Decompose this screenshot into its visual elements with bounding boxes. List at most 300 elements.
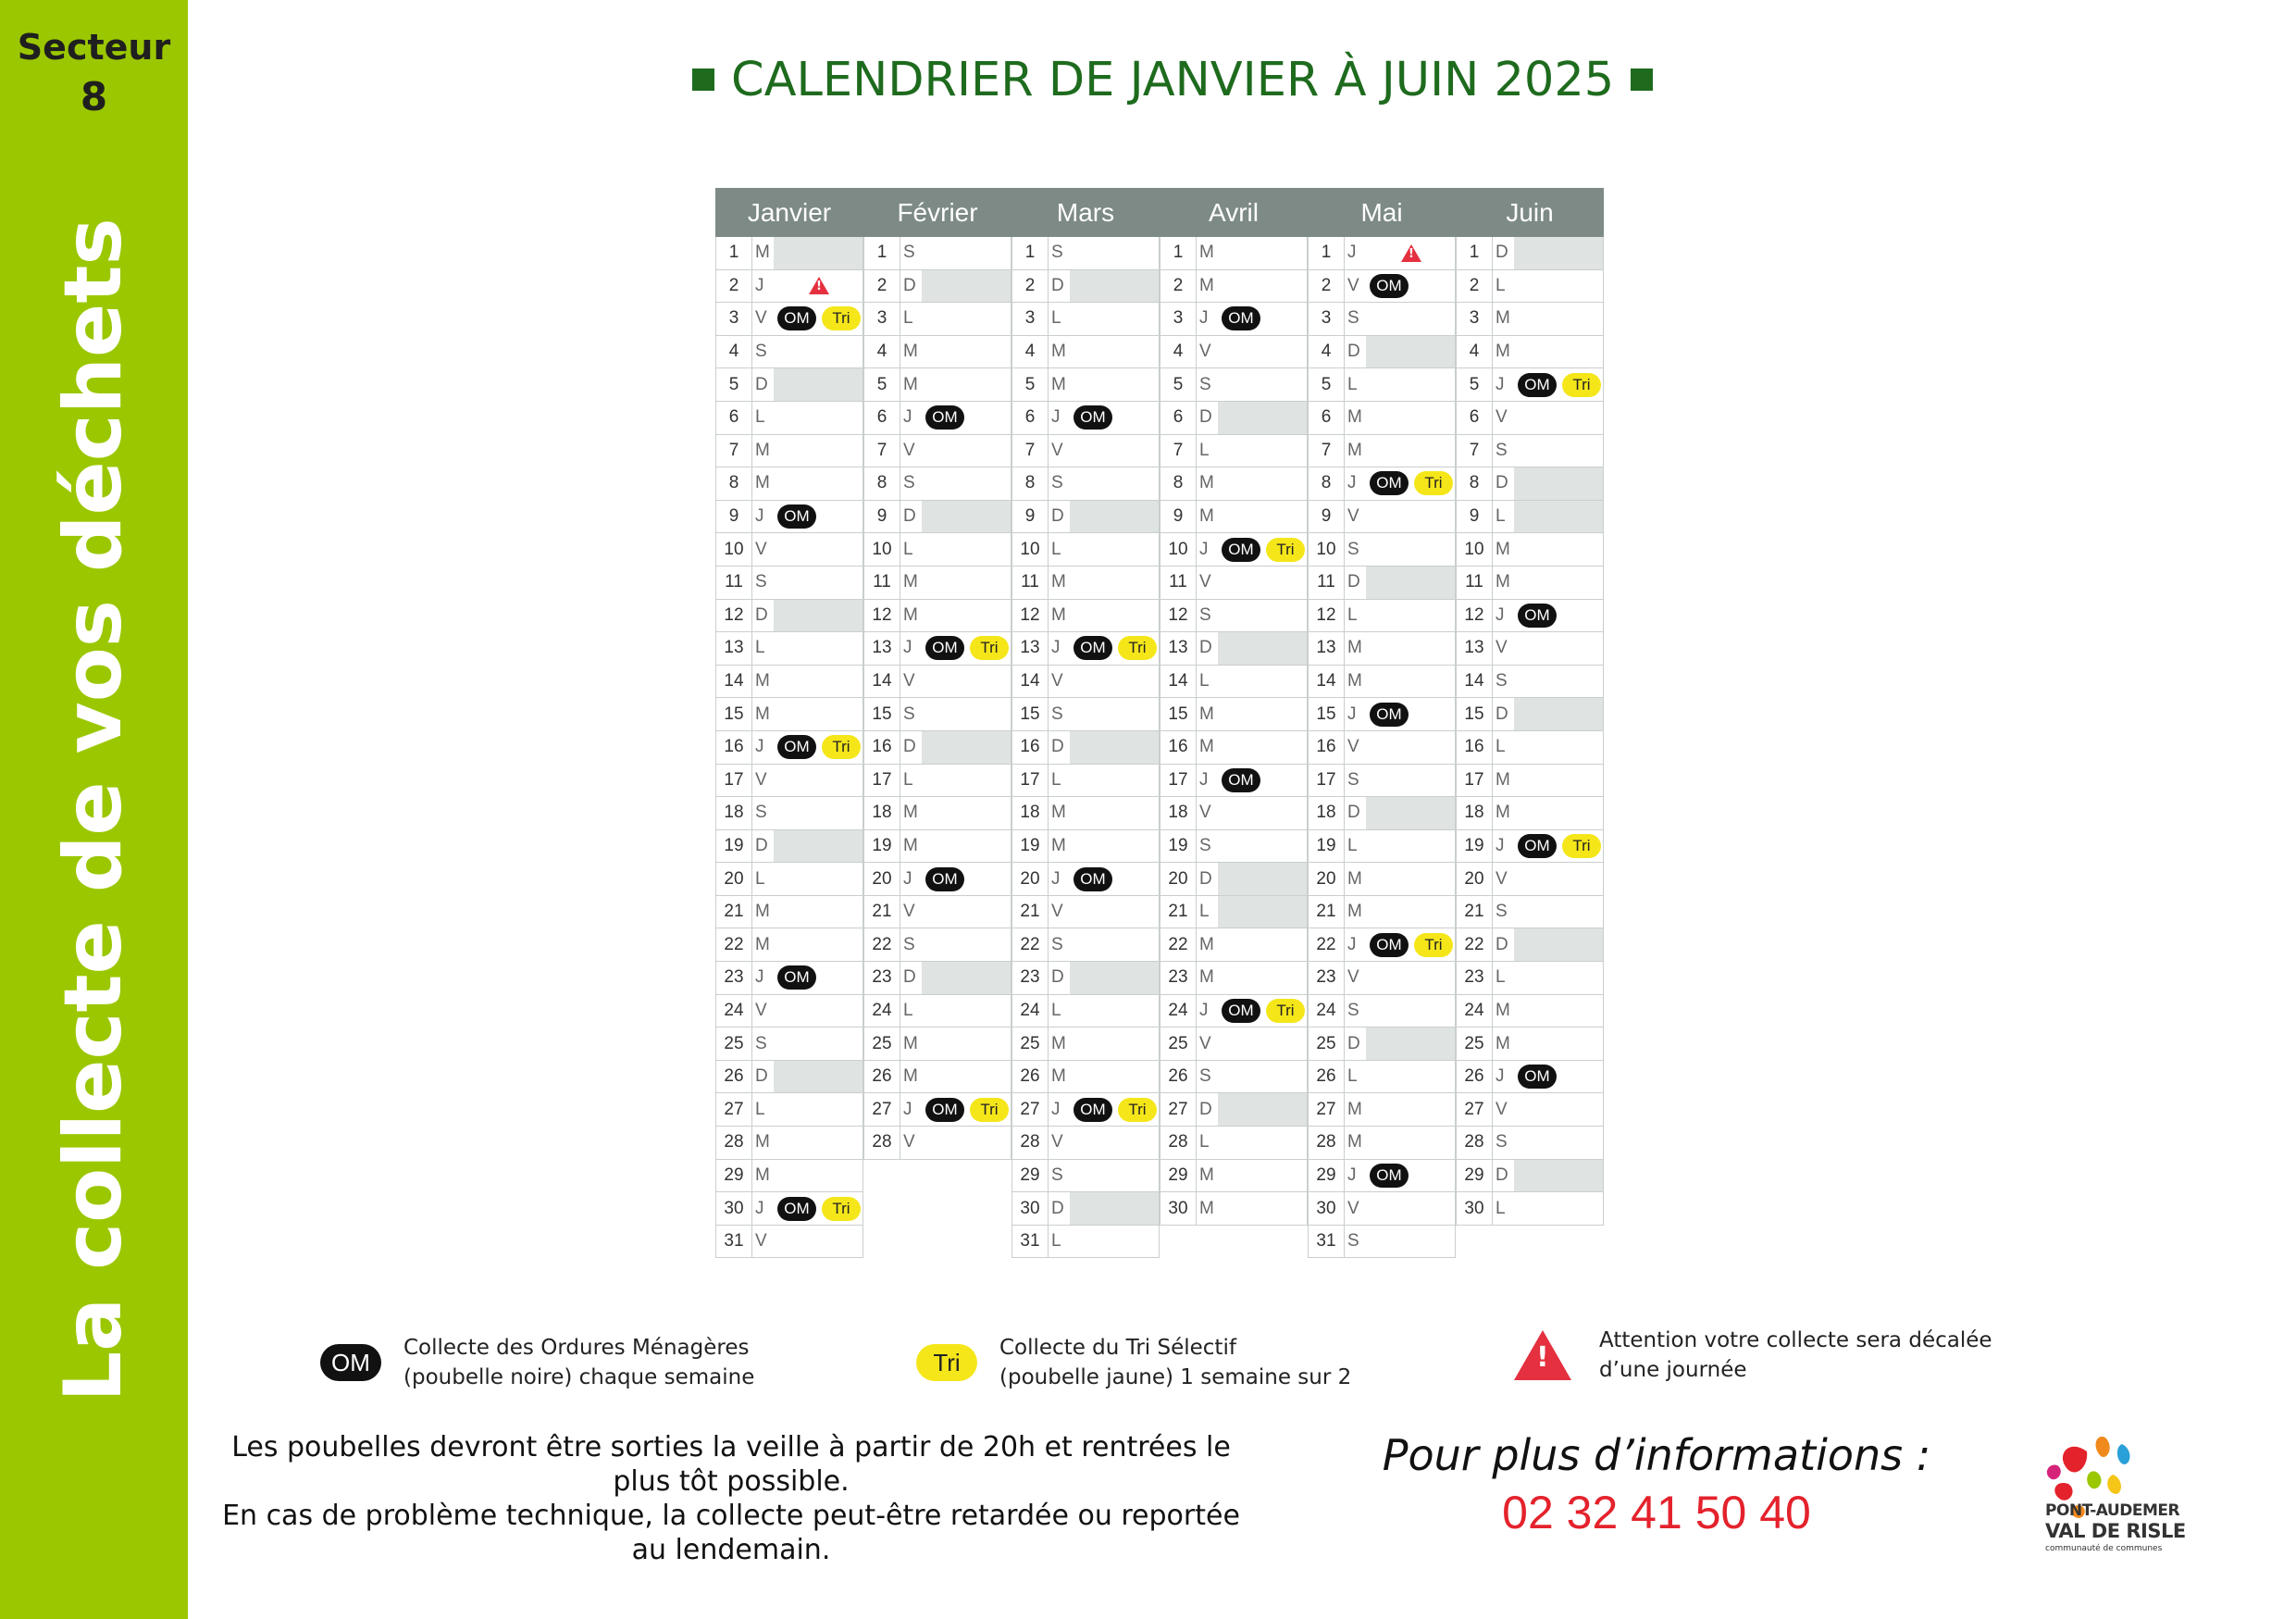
- day-letter: V: [1048, 1127, 1070, 1159]
- day-letter: S: [1492, 896, 1514, 928]
- day-number: 23: [872, 967, 892, 988]
- day-number: 9: [1024, 506, 1036, 527]
- calendar-columns: [715, 237, 1604, 1258]
- month-column: [1011, 237, 1160, 1258]
- day-cell: [774, 368, 863, 401]
- day-letter: L: [751, 863, 774, 895]
- day-letter: S: [1196, 1061, 1218, 1093]
- day-cell: [1218, 368, 1307, 401]
- day-cell: [1218, 402, 1307, 434]
- day-number: 30: [1168, 1198, 1188, 1218]
- day-cell: [1070, 1192, 1159, 1225]
- day-cell: [1218, 632, 1307, 665]
- day-cell: [1514, 1127, 1603, 1159]
- info-phone: 02 32 41 50 40: [1502, 1487, 1811, 1538]
- day-letter: M: [1492, 567, 1514, 599]
- day-cell: [1514, 797, 1603, 829]
- day-cell: [1514, 1160, 1603, 1192]
- day-cell: [1366, 467, 1455, 500]
- day-number: 9: [876, 506, 887, 527]
- day-letter: D: [1344, 797, 1366, 829]
- day-number: 10: [1464, 539, 1484, 559]
- day-number: 28: [1464, 1132, 1484, 1152]
- day-cell: [1366, 336, 1455, 368]
- day-cell: [1514, 1027, 1603, 1060]
- day-letter: J: [1048, 1093, 1070, 1126]
- day-number: 20: [1316, 868, 1336, 889]
- tri-badge: Tri: [1414, 471, 1453, 495]
- day-cell: [774, 962, 863, 994]
- tri-badge: Tri: [822, 1197, 861, 1221]
- day-cell: [1070, 962, 1159, 994]
- om-badge: OM: [1222, 306, 1260, 330]
- day-row: [1308, 698, 1456, 731]
- day-cell: [1514, 402, 1603, 434]
- day-cell: [922, 765, 1011, 797]
- day-row: [1456, 863, 1604, 896]
- day-cell: [922, 797, 1011, 829]
- day-cell: [1514, 896, 1603, 928]
- day-letter: J: [1196, 303, 1218, 335]
- day-cell: [1218, 830, 1307, 863]
- day-number: 25: [1020, 1033, 1040, 1053]
- day-letter: J: [900, 402, 922, 434]
- day-cell: [922, 698, 1011, 730]
- day-letter: D: [1196, 402, 1218, 434]
- day-cell: [774, 435, 863, 467]
- warning-triangle-icon: [1514, 1330, 1571, 1380]
- day-row: [1160, 1061, 1308, 1094]
- day-number: 14: [1464, 671, 1484, 691]
- day-letter: L: [1196, 666, 1218, 698]
- day-number: 27: [1020, 1099, 1040, 1119]
- day-number: 13: [1020, 638, 1040, 658]
- om-badge: OM: [777, 965, 816, 990]
- day-row: [715, 830, 863, 864]
- day-row: [1011, 402, 1160, 435]
- day-letter: J: [1492, 1061, 1514, 1093]
- day-row: [1308, 1027, 1456, 1061]
- day-cell: [774, 237, 863, 269]
- day-row: [715, 600, 863, 633]
- day-row: [1011, 435, 1160, 468]
- day-row: [1456, 368, 1604, 402]
- day-number: 1: [1469, 243, 1480, 263]
- tri-badge-icon: Tri: [916, 1344, 977, 1381]
- day-row: [1011, 1093, 1160, 1127]
- day-cell: [1514, 863, 1603, 895]
- day-letter: M: [1196, 270, 1218, 303]
- month-header: Juin: [1506, 198, 1554, 227]
- day-number: 20: [1020, 868, 1040, 889]
- day-letter: L: [1048, 1226, 1070, 1258]
- day-cell: [1070, 928, 1159, 961]
- day-number: 30: [724, 1198, 744, 1218]
- day-row: [715, 1192, 863, 1226]
- legend-om-line1: Collecte des Ordures Ménagères: [403, 1336, 750, 1360]
- day-cell: [1514, 962, 1603, 994]
- day-row: [1011, 632, 1160, 666]
- day-letter: M: [751, 698, 774, 730]
- day-letter: D: [1196, 1093, 1218, 1126]
- day-cell: [1218, 270, 1307, 303]
- day-row: [1456, 731, 1604, 765]
- day-cell: [922, 632, 1011, 665]
- day-row: [1308, 1226, 1456, 1259]
- day-number: 14: [724, 671, 744, 691]
- day-cell: [1514, 435, 1603, 467]
- day-number: 16: [1020, 737, 1040, 757]
- day-row: [1160, 600, 1308, 633]
- sector-text: Secteur: [17, 27, 171, 68]
- day-number: 5: [876, 374, 887, 394]
- day-row: [1308, 928, 1456, 962]
- day-row: [715, 632, 863, 666]
- day-cell: [774, 303, 863, 335]
- day-number: 19: [1020, 835, 1040, 855]
- day-letter: M: [900, 368, 922, 401]
- day-letter: S: [751, 797, 774, 829]
- day-number: 23: [1464, 967, 1484, 988]
- day-letter: D: [1048, 731, 1070, 764]
- day-number: 24: [872, 1000, 892, 1020]
- day-row: [863, 731, 1011, 765]
- day-number: 11: [1169, 572, 1187, 592]
- day-letter: V: [1492, 632, 1514, 665]
- day-number: 6: [728, 407, 739, 428]
- day-row: [863, 567, 1011, 600]
- day-number: 1: [728, 243, 739, 263]
- day-number: 2: [876, 275, 887, 295]
- day-number: 2: [1321, 275, 1332, 295]
- day-letter: L: [1048, 303, 1070, 335]
- legend-tri-line2: (poubelle jaune) 1 semaine sur 2: [999, 1365, 1352, 1389]
- day-row: [1308, 567, 1456, 600]
- day-row: [1160, 435, 1308, 468]
- day-row: [1160, 896, 1308, 929]
- day-number: 28: [724, 1132, 744, 1152]
- day-letter: V: [751, 303, 774, 335]
- day-row: [1011, 797, 1160, 830]
- day-number: 29: [1316, 1164, 1336, 1185]
- day-row: [1456, 632, 1604, 666]
- day-cell: [774, 698, 863, 730]
- day-row: [715, 402, 863, 435]
- day-cell: [1218, 797, 1307, 829]
- day-number: 18: [1020, 803, 1040, 823]
- day-letter: S: [900, 237, 922, 269]
- day-row: [1456, 765, 1604, 798]
- month-header: Mai: [1360, 198, 1403, 227]
- day-cell: [1366, 928, 1455, 961]
- day-cell: [774, 995, 863, 1027]
- day-row: [1308, 731, 1456, 765]
- day-row: [1160, 731, 1308, 765]
- day-letter: L: [1492, 270, 1514, 303]
- day-cell: [774, 336, 863, 368]
- day-number: 17: [1316, 769, 1336, 790]
- day-cell: [1218, 1061, 1307, 1093]
- day-cell: [1070, 995, 1159, 1027]
- day-row: [1308, 467, 1456, 501]
- day-cell: [1070, 1226, 1159, 1258]
- day-cell: [922, 402, 1011, 434]
- day-row: [1011, 962, 1160, 995]
- day-letter: S: [1196, 368, 1218, 401]
- day-number: 23: [1020, 967, 1040, 988]
- day-letter: M: [1196, 237, 1218, 269]
- legend-tri: [916, 1333, 1351, 1392]
- day-letter: L: [1344, 1061, 1366, 1093]
- day-letter: J: [1492, 368, 1514, 401]
- day-number: 31: [1020, 1231, 1040, 1252]
- day-row: [1160, 533, 1308, 567]
- day-number: 3: [1173, 308, 1184, 329]
- day-letter: S: [1492, 435, 1514, 467]
- day-number: 18: [872, 803, 892, 823]
- day-letter: J: [900, 632, 922, 665]
- day-row: [863, 962, 1011, 995]
- day-number: 30: [1464, 1198, 1484, 1218]
- day-number: 29: [1464, 1164, 1484, 1185]
- day-letter: S: [900, 928, 922, 961]
- day-row: [715, 567, 863, 600]
- square-bullet-icon: [1631, 68, 1653, 91]
- month-header: Mars: [1056, 198, 1115, 227]
- day-number: 21: [1316, 902, 1336, 922]
- day-letter: V: [1344, 1192, 1366, 1225]
- day-number: 12: [1464, 604, 1484, 625]
- day-letter: J: [1196, 765, 1218, 797]
- day-letter: V: [1196, 567, 1218, 599]
- day-letter: S: [1344, 303, 1366, 335]
- day-row: [863, 1027, 1011, 1061]
- day-letter: M: [900, 336, 922, 368]
- day-cell: [1218, 467, 1307, 500]
- tri-badge: Tri: [970, 1098, 1009, 1122]
- day-number: 17: [872, 769, 892, 790]
- day-letter: V: [1196, 1027, 1218, 1060]
- day-number: 1: [876, 243, 887, 263]
- day-number: 10: [1168, 539, 1188, 559]
- day-number: 5: [728, 374, 739, 394]
- day-cell: [774, 402, 863, 434]
- day-row: [1456, 1192, 1604, 1226]
- day-letter: S: [751, 336, 774, 368]
- day-row: [715, 928, 863, 962]
- day-letter: L: [1492, 501, 1514, 533]
- day-letter: L: [1196, 435, 1218, 467]
- day-row: [1011, 368, 1160, 402]
- day-letter: J: [1048, 863, 1070, 895]
- day-letter: M: [751, 1127, 774, 1159]
- om-badge: OM: [1518, 1065, 1557, 1089]
- day-letter: S: [1344, 533, 1366, 566]
- day-number: 8: [1469, 473, 1480, 493]
- day-cell: [1070, 1027, 1159, 1060]
- day-cell: [1366, 533, 1455, 566]
- months-header: [715, 188, 1604, 237]
- day-row: [1308, 896, 1456, 929]
- day-number: 27: [872, 1099, 892, 1119]
- day-cell: [1070, 666, 1159, 698]
- day-cell: [1070, 1061, 1159, 1093]
- day-row: [715, 698, 863, 731]
- day-cell: [774, 928, 863, 961]
- day-cell: [1366, 1061, 1455, 1093]
- day-number: 3: [1469, 308, 1480, 329]
- day-cell: [922, 435, 1011, 467]
- day-letter: D: [751, 368, 774, 401]
- day-number: 12: [1168, 604, 1188, 625]
- day-number: 29: [1168, 1164, 1188, 1185]
- day-letter: L: [900, 765, 922, 797]
- day-cell: [1070, 467, 1159, 500]
- day-cell: [1070, 797, 1159, 829]
- day-cell: [922, 1093, 1011, 1126]
- day-number: 7: [1469, 440, 1480, 460]
- day-number: 19: [1316, 835, 1336, 855]
- day-number: 23: [1168, 967, 1188, 988]
- day-letter: D: [1344, 1027, 1366, 1060]
- day-letter: M: [1344, 1093, 1366, 1126]
- day-cell: [1366, 666, 1455, 698]
- day-cell: [922, 830, 1011, 863]
- day-number: 8: [1173, 473, 1184, 493]
- day-row: [1456, 896, 1604, 929]
- legend-tri-line1: Collecte du Tri Sélectif: [999, 1336, 1236, 1360]
- day-row: [715, 765, 863, 798]
- day-row: [1160, 1160, 1308, 1193]
- day-number: 16: [1464, 737, 1484, 757]
- day-row: [715, 1160, 863, 1193]
- day-number: 9: [1321, 506, 1332, 527]
- day-row: [715, 1093, 863, 1127]
- day-cell: [774, 863, 863, 895]
- legend-tri-text: [999, 1333, 1351, 1392]
- day-row: [1011, 1226, 1160, 1259]
- day-number: 5: [1173, 374, 1184, 394]
- day-row: [1308, 336, 1456, 369]
- day-cell: [1514, 270, 1603, 303]
- day-letter: M: [1196, 928, 1218, 961]
- day-cell: [1514, 666, 1603, 698]
- day-number: 29: [1020, 1164, 1040, 1185]
- day-number: 25: [872, 1033, 892, 1053]
- day-number: 22: [1464, 934, 1484, 954]
- day-cell: [1070, 731, 1159, 764]
- day-letter: M: [1344, 863, 1366, 895]
- day-letter: V: [751, 995, 774, 1027]
- day-number: 12: [1316, 604, 1336, 625]
- day-row: [1160, 1192, 1308, 1226]
- day-cell: [1070, 1160, 1159, 1192]
- day-number: 19: [724, 835, 744, 855]
- day-number: 15: [1464, 704, 1484, 724]
- day-letter: J: [751, 1192, 774, 1225]
- day-row: [1160, 303, 1308, 336]
- day-number: 24: [1464, 1000, 1484, 1020]
- day-number: 19: [1464, 835, 1484, 855]
- day-cell: [922, 1127, 1011, 1159]
- day-number: 5: [1024, 374, 1036, 394]
- day-letter: V: [1492, 1093, 1514, 1126]
- day-cell: [1514, 237, 1603, 269]
- legend-warning-line1: Attention votre collecte sera décalée: [1599, 1328, 1992, 1352]
- notes-line1: Les poubelles devront être sorties la veille à partir de 20h et rentrées le: [231, 1431, 1231, 1463]
- sector-label: [0, 26, 188, 118]
- day-cell: [1514, 368, 1603, 401]
- day-number: 7: [1173, 440, 1184, 460]
- day-number: 3: [728, 308, 739, 329]
- day-number: 23: [724, 967, 744, 988]
- day-number: 8: [876, 473, 887, 493]
- tri-badge: Tri: [1266, 538, 1305, 562]
- day-cell: [1366, 830, 1455, 863]
- day-letter: D: [900, 962, 922, 994]
- om-badge: OM: [1370, 274, 1409, 298]
- day-cell: [1070, 501, 1159, 533]
- day-row: [715, 1027, 863, 1061]
- day-row: [1456, 567, 1604, 600]
- sidebar: [0, 0, 188, 1619]
- day-row: [863, 435, 1011, 468]
- day-number: 12: [724, 604, 744, 625]
- square-bullet-icon: [692, 68, 714, 91]
- day-letter: J: [1344, 237, 1366, 269]
- day-cell: [1514, 1093, 1603, 1126]
- day-number: 15: [872, 704, 892, 724]
- om-badge: OM: [1222, 768, 1260, 792]
- day-number: 15: [1316, 704, 1336, 724]
- day-number: 25: [1316, 1033, 1336, 1053]
- day-letter: S: [751, 1027, 774, 1060]
- day-letter: M: [900, 1027, 922, 1060]
- day-letter: M: [1048, 368, 1070, 401]
- day-cell: [1514, 765, 1603, 797]
- day-row: [1308, 1160, 1456, 1193]
- day-row: [863, 896, 1011, 929]
- day-row: [1011, 995, 1160, 1028]
- day-row: [1308, 1127, 1456, 1160]
- day-number: 26: [872, 1066, 892, 1087]
- day-cell: [922, 962, 1011, 994]
- day-cell: [1366, 962, 1455, 994]
- day-cell: [922, 731, 1011, 764]
- day-cell: [1514, 995, 1603, 1027]
- day-row: [1308, 303, 1456, 336]
- day-number: 24: [1020, 1000, 1040, 1020]
- om-badge: OM: [925, 636, 964, 660]
- day-row: [1308, 632, 1456, 666]
- day-number: 27: [1316, 1099, 1336, 1119]
- day-cell: [922, 995, 1011, 1027]
- day-number: 7: [1321, 440, 1332, 460]
- day-number: 19: [872, 835, 892, 855]
- day-row: [1308, 1093, 1456, 1127]
- day-number: 4: [1469, 342, 1480, 362]
- day-cell: [1218, 237, 1307, 269]
- day-number: 22: [724, 934, 744, 954]
- day-cell: [922, 600, 1011, 632]
- day-number: 6: [1469, 407, 1480, 428]
- day-cell: [1366, 731, 1455, 764]
- day-row: [1308, 995, 1456, 1028]
- day-letter: D: [1492, 467, 1514, 500]
- day-row: [1308, 1061, 1456, 1094]
- calendar-grid: [715, 188, 1604, 1258]
- day-cell: [1366, 1027, 1455, 1060]
